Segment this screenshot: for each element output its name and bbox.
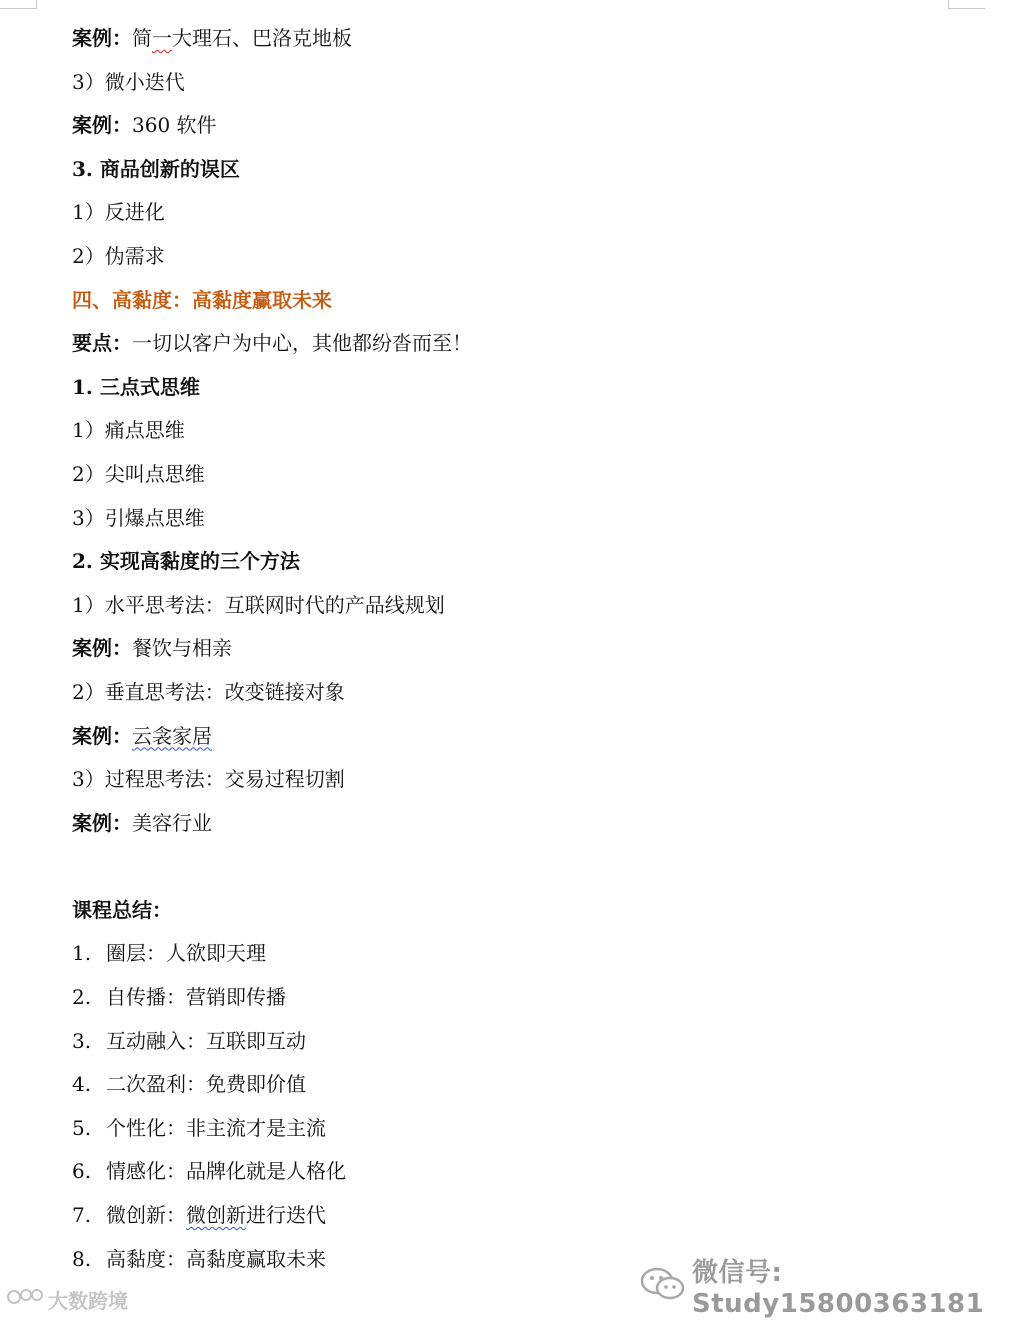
wechat-icon <box>640 1266 686 1306</box>
sub-item: 3）过程思考法：交易过程切割 <box>72 767 345 792</box>
summary-item <box>72 1199 1002 1243</box>
summary-item <box>72 981 1002 1025</box>
sub-item: 1）痛点思维 <box>72 418 185 443</box>
summary-number: 3. <box>72 1028 92 1053</box>
summary-item <box>72 1112 1002 1156</box>
chapter-heading: 四、高黏度：高黏度赢取未来 <box>72 287 332 312</box>
section-heading: 2. 实现高黏度的三个方法 <box>72 549 300 574</box>
case-label: 案例： <box>72 636 132 661</box>
section-heading: 1. 三点式思维 <box>72 374 200 399</box>
case-text: 云衾家居 <box>132 723 212 748</box>
brand-logo-icon <box>6 1284 46 1314</box>
sub-item: 3）引爆点思维 <box>72 505 205 530</box>
summary-item <box>72 1155 1002 1199</box>
case-label: 案例： <box>72 723 132 748</box>
summary-text: 情感化：品牌化就是人格化 <box>106 1159 346 1184</box>
grammar-check-word: 微创新 <box>186 1203 246 1228</box>
summary-item <box>72 937 1002 981</box>
wechat-id-text: 微信号: Study15800363181 <box>692 1258 985 1319</box>
section-heading: 3. 商品创新的误区 <box>72 156 240 181</box>
spellcheck-word: 一 <box>152 26 172 50</box>
brand-watermark <box>6 1284 128 1314</box>
case-text: 360 软件 <box>132 113 217 138</box>
page-corner-mark-right <box>948 0 985 9</box>
summary-number: 8. <box>72 1246 92 1271</box>
summary-text: 个性化：非主流才是主流 <box>106 1115 326 1140</box>
summary-number: 2. <box>72 985 92 1010</box>
key-point-text: 一切以客户为中心，其他都纷沓而至！ <box>132 331 472 356</box>
summary-number: 5. <box>72 1115 92 1140</box>
summary-text: 自传播：营销即传播 <box>106 985 286 1010</box>
sub-item: 1）反进化 <box>72 200 165 225</box>
page-corner-mark-left <box>0 0 37 9</box>
summary-item <box>72 1068 1002 1112</box>
summary-number: 4. <box>72 1072 92 1097</box>
summary-text: 高黏度：高黏度赢取未来 <box>106 1246 326 1271</box>
summary-text: 二次盈利：免费即价值 <box>106 1072 306 1097</box>
blank-line <box>72 850 1002 894</box>
case-line <box>72 720 1002 764</box>
wechat-watermark <box>640 1252 1036 1319</box>
document-page <box>72 22 1002 1286</box>
summary-item <box>72 1025 1002 1069</box>
case-line <box>72 632 1002 676</box>
summary-text: 进行迭代 <box>246 1203 326 1228</box>
case-line <box>72 22 1002 66</box>
case-line <box>72 109 1002 153</box>
case-line <box>72 807 1002 851</box>
case-text: 餐饮与相亲 <box>132 636 232 661</box>
summary-number: 1. <box>72 941 92 966</box>
summary-text: 互动融入：互联即互动 <box>106 1028 306 1053</box>
summary-number: 6. <box>72 1159 92 1184</box>
summary-number: 7. <box>72 1203 92 1228</box>
case-label: 案例： <box>72 26 132 50</box>
sub-item: 2）垂直思考法：改变链接对象 <box>72 679 345 704</box>
sub-item: 2）尖叫点思维 <box>72 461 205 486</box>
case-label: 案例： <box>72 113 132 138</box>
case-text-part: 简 <box>132 26 152 50</box>
sub-item: 3）微小迭代 <box>72 69 185 94</box>
brand-text: 大数跨境 <box>48 1288 128 1313</box>
case-label: 案例： <box>72 810 132 835</box>
key-point-label: 要点： <box>72 331 132 356</box>
case-text-part: 大理石、巴洛克地板 <box>172 26 352 50</box>
summary-text: 微创新： <box>106 1203 186 1228</box>
summary-title: 课程总结： <box>72 897 172 922</box>
sub-item: 1）水平思考法：互联网时代的产品线规划 <box>72 592 445 617</box>
key-point-line <box>72 327 1002 371</box>
case-text: 美容行业 <box>132 810 212 835</box>
sub-item: 2）伪需求 <box>72 243 165 268</box>
summary-text: 圈层：人欲即天理 <box>106 941 266 966</box>
